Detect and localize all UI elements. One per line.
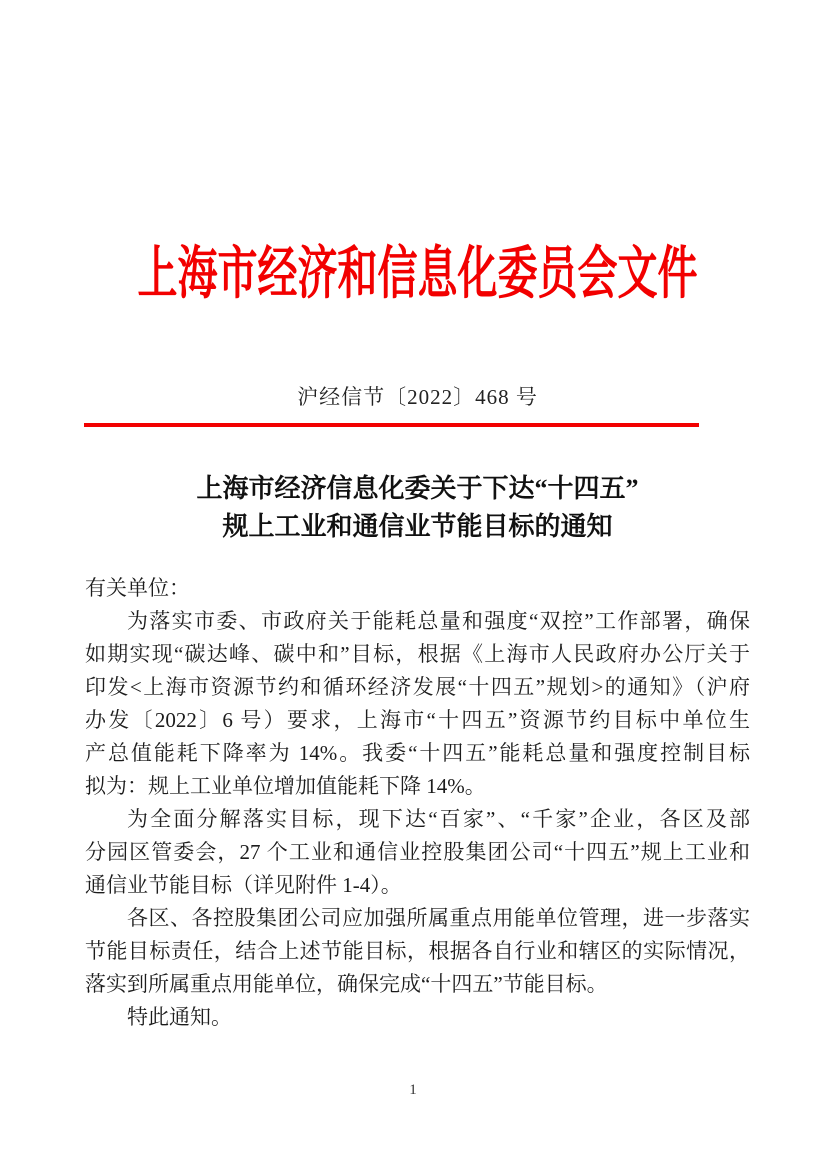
body-line: 通信业节能目标（详见附件 1-4）。 bbox=[85, 873, 402, 897]
body-line: 特此通知。 bbox=[127, 1005, 232, 1029]
page-number: 1 bbox=[409, 1082, 417, 1098]
body-line: 拟为：规上工业单位增加值能耗下降 14%。 bbox=[85, 774, 486, 798]
salutation: 有关单位： bbox=[85, 576, 190, 600]
body-line: 如期实现“碳达峰、碳中和”目标，根据《上海市人民政府办公厅关于 bbox=[85, 642, 750, 666]
body-line: 产总值能耗下降率为 14%。我委“十四五”能耗总量和强度控制目标 bbox=[85, 741, 750, 765]
body-line: 各区、各控股集团公司应加强所属重点用能单位管理，进一步落实 bbox=[127, 906, 750, 930]
body-line: 为全面分解落实目标，现下达“百家”、“千家”企业，各区及部 bbox=[127, 807, 750, 831]
red-separator-line bbox=[84, 423, 699, 427]
document-header-banner bbox=[85, 241, 750, 306]
body-line: 分园区管委会，27 个工业和通信业控股集团公司“十四五”规上工业和 bbox=[85, 840, 750, 864]
doc-title bbox=[85, 470, 750, 546]
doc-number: 沪经信节〔2022〕468 号 bbox=[297, 385, 538, 409]
body-line: 办发〔2022〕6 号）要求，上海市“十四五”资源节约目标中单位生 bbox=[85, 708, 750, 732]
body-line: 印发<上海市资源节约和循环经济发展“十四五”规划>的通知》（沪府 bbox=[85, 675, 750, 699]
doc-title-line2: 规上工业和通信业节能目标的通知 bbox=[222, 512, 613, 541]
document-body bbox=[85, 572, 750, 1034]
doc-title-line1: 上海市经济信息化委关于下达“十四五” bbox=[196, 474, 639, 503]
body-line: 落实到所属重点用能单位，确保完成“十四五”节能目标。 bbox=[85, 972, 608, 996]
body-line: 节能目标责任，结合上述节能目标，根据各自行业和辖区的实际情况， bbox=[85, 939, 750, 963]
org-title: 上海市经济和信息化委员会文件 bbox=[137, 241, 698, 306]
body-line: 为落实市委、市政府关于能耗总量和强度“双控”工作部署，确保 bbox=[127, 609, 750, 633]
